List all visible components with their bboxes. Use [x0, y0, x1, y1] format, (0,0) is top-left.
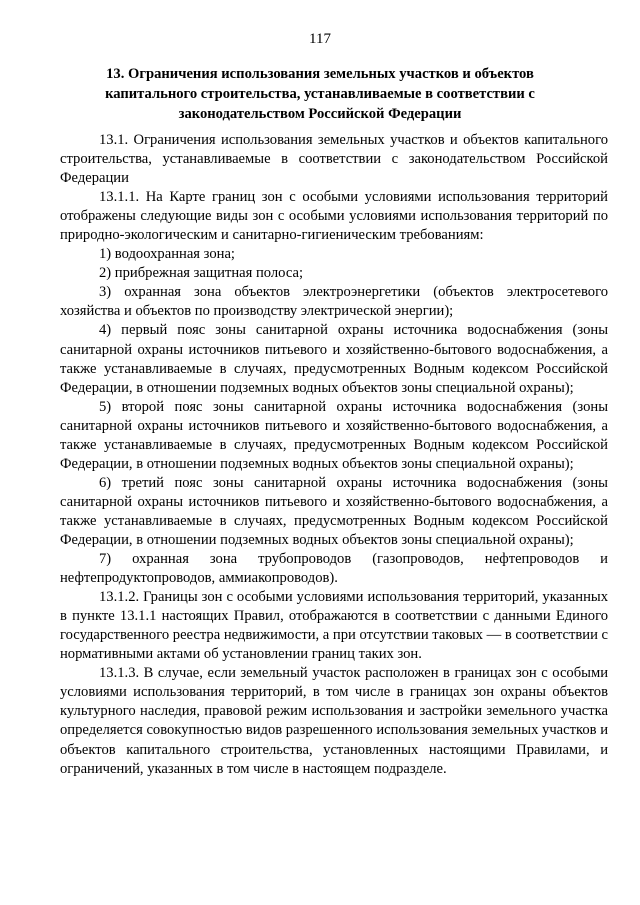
paragraph-13-1-1: 13.1.1. На Карте границ зон с особыми условиями использования территорий отображены следующие виды зон с особыми условиями использования территорий по природно-экологическим и санитарно-гигиеническим требованиям: — [60, 189, 608, 244]
paragraph-13-1-3: 13.1.3. В случае, если земельный участок расположен в границах зон с особыми условиями использования территорий, в том числе в границах зон охраны объектов культурного наследия, правовой режим использования и застройки земельного участка определяется совокупностью видов разрешенного использования земельных участков и объектов капитального строительства, установленных настоящими Правилами, и ограничений, указанных в том числе в настоящем подразделе. — [60, 665, 609, 777]
page-number: 117 — [309, 31, 331, 47]
list-item-6: 6) третий пояс зоны санитарной охраны источника водоснабжения (зоны санитарной охраны источников питьевого и хозяйственно-бытового водоснабжения, а также устанавливаемые в случаях, предусмотренных Водным кодексом Российской Федерации, в отношении подземных водных объектов зоны специальной охраны); — [60, 474, 608, 548]
section-heading: 13. Ограничения использования земельных участков и объектов капитального строительства, устанавливаемые в соответствии с законодательством Российской Федерации — [105, 66, 535, 122]
list-item-1: 1) водоохранная зона; — [99, 246, 235, 263]
list-item-2: 2) прибрежная защитная полоса; — [99, 265, 304, 282]
list-item-7: 7) охранная зона трубопроводов (газопроводов, нефтепроводов и нефтепродуктопроводов, аммиакопроводов). — [60, 551, 608, 587]
list-item-5: 5) второй пояс зоны санитарной охраны источника водоснабжения (зоны санитарной охраны источников питьевого и хозяйственно-бытового водоснабжения, а также устанавливаемые в случаях, предусмотренных Водным кодексом Российской Федерации, в отношении подземных водных объектов зоны специальной охраны); — [60, 398, 608, 472]
paragraph-13-1: 13.1. Ограничения использования земельных участков и объектов капитального строительства, устанавливаемые в соответствии с законодательством Российской Федерации — [60, 132, 608, 187]
list-item-4: 4) первый пояс зоны санитарной охраны источника водоснабжения (зоны санитарной охраны источников питьевого и хозяйственно-бытового водоснабжения, а также устанавливаемые в случаях, предусмотренных Водным кодексом Российской Федерации, в отношении подземных водных объектов зоны специальной охраны); — [60, 322, 608, 396]
paragraph-13-1-2: 13.1.2. Границы зон с особыми условиями использования территорий, указанных в пункте 13.1.1 настоящих Правил, отображаются в соответствии с данными Единого государственного реестра недвижимости, а при отсутствии таковых — в соответствии с нормативными актами об установлении границ таких зон. — [60, 589, 608, 663]
section-body — [60, 131, 608, 779]
list-item-3: 3) охранная зона объектов электроэнергетики (объектов электросетевого хозяйства и объектов по производству электрической энергии); — [60, 284, 608, 320]
